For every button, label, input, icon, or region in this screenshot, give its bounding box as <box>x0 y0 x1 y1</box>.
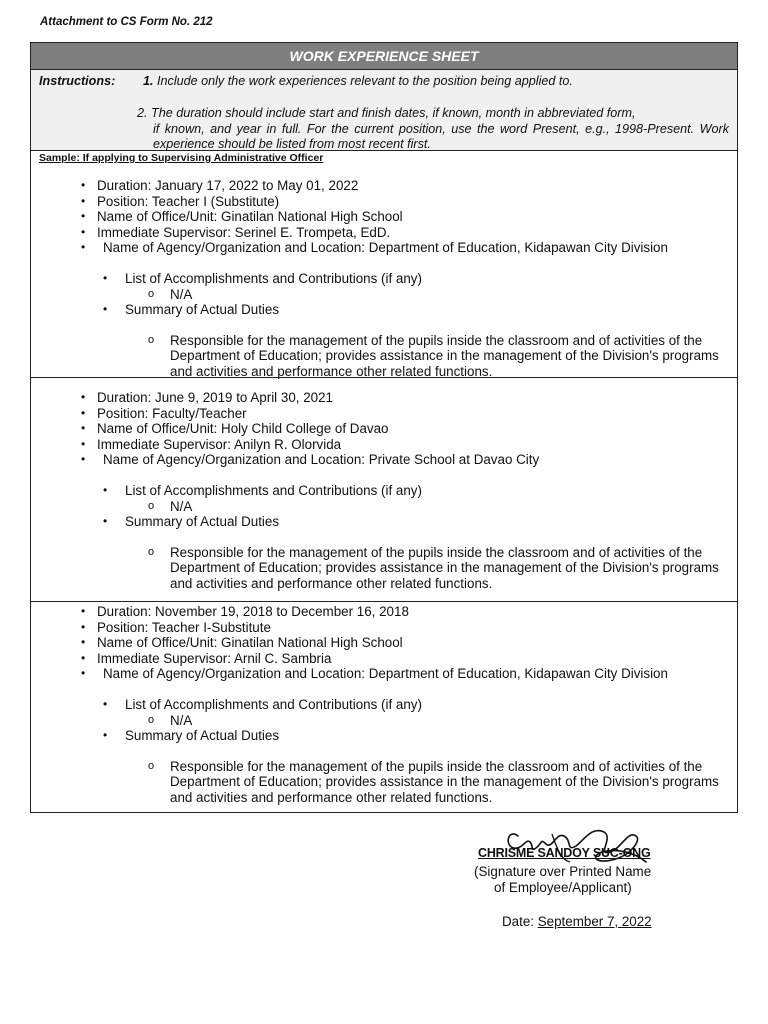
entry-accomplishments-label: • List of Accomplishments and Contributions (if any) <box>31 271 737 287</box>
entry-position: • Position: Teacher I (Substitute) <box>31 194 737 210</box>
entry-office: • Name of Office/Unit: Holy Child College of Davao <box>31 421 737 437</box>
entry-duties-text: o Responsible for the management of the pupils inside the classroom and of activities of the Department of Education; provides assistance in the management of the Division's programs and activities and performance other related functions. <box>31 759 737 806</box>
work-experience-sheet <box>30 42 738 813</box>
entry-duties-label: • Summary of Actual Duties <box>31 302 737 318</box>
entry-accomplishments-value: o N/A <box>31 287 737 303</box>
experience-entry <box>31 601 737 813</box>
instruction-1-number: 1. <box>143 74 154 88</box>
entry-supervisor: • Immediate Supervisor: Anilyn R. Olorvida <box>31 437 737 453</box>
attachment-label: Attachment to CS Form No. 212 <box>40 16 213 28</box>
instruction-2-number: 2. <box>137 106 148 120</box>
entry-duties-label: • Summary of Actual Duties <box>31 514 737 530</box>
signatory-name: CHRISME SANDOY SUC-ONG <box>478 846 651 860</box>
entry-office: • Name of Office/Unit: Ginatilan National High School <box>31 209 737 225</box>
instruction-2-text-b: if known, and year in full. For the current position, use the word Present, e.g., 1998-Present. Work experience should be listed from most recent first. <box>153 121 729 151</box>
signature-caption-1: (Signature over Printed Name <box>474 864 652 879</box>
entry-accomplishments-value: o N/A <box>31 499 737 515</box>
entry-supervisor: • Immediate Supervisor: Arnil C. Sambria <box>31 651 737 667</box>
date-value: September 7, 2022 <box>537 914 652 929</box>
entry-duration: • Duration: November 19, 2018 to December 16, 2018 <box>31 604 737 620</box>
entry-duties-text: o Responsible for the management of the pupils inside the classroom and of activities of the Department of Education; provides assistance in the management of the Division's programs and activities and performance other related functions. <box>31 333 737 380</box>
instruction-2-text-a: The duration should include start and finish dates, if known, month in abbreviated form, <box>151 106 636 120</box>
signature-caption-2: of Employee/Applicant) <box>494 880 632 895</box>
experience-entry <box>31 166 737 377</box>
entry-duties-text: o Responsible for the management of the pupils inside the classroom and of activities of the Department of Education; provides assistance in the management of the Division's programs and activities and performance other related functions. <box>31 545 737 592</box>
instruction-1-text: Include only the work experiences relevant to the position being applied to. <box>157 74 573 88</box>
sheet-title: WORK EXPERIENCE SHEET <box>31 43 737 70</box>
instructions-block <box>31 70 737 151</box>
entry-agency: • Name of Agency/Organization and Location: Department of Education, Kidapawan City Division <box>31 666 737 682</box>
instruction-2 <box>137 106 729 153</box>
entry-position: • Position: Teacher I-Substitute <box>31 620 737 636</box>
entry-office: • Name of Office/Unit: Ginatilan National High School <box>31 635 737 651</box>
entry-accomplishments-label: • List of Accomplishments and Contributions (if any) <box>31 697 737 713</box>
entry-agency: • Name of Agency/Organization and Location: Private School at Davao City <box>31 452 737 468</box>
entry-supervisor: • Immediate Supervisor: Serinel E. Trompeta, EdD. <box>31 225 737 241</box>
date-line <box>502 914 652 929</box>
entry-position: • Position: Faculty/Teacher <box>31 406 737 422</box>
entry-duties-label: • Summary of Actual Duties <box>31 728 737 744</box>
entry-duration: • Duration: June 9, 2019 to April 30, 2021 <box>31 390 737 406</box>
instructions-label: Instructions: <box>39 74 116 88</box>
instruction-1 <box>143 74 573 88</box>
sample-heading: Sample: If applying to Supervising Administrative Officer <box>39 152 324 164</box>
experience-entry <box>31 377 737 601</box>
date-label: Date: <box>502 914 538 929</box>
entry-agency: • Name of Agency/Organization and Location: Department of Education, Kidapawan City Division <box>31 240 737 256</box>
entry-duration: • Duration: January 17, 2022 to May 01, 2022 <box>31 178 737 194</box>
entry-accomplishments-label: • List of Accomplishments and Contributions (if any) <box>31 483 737 499</box>
entry-accomplishments-value: o N/A <box>31 713 737 729</box>
